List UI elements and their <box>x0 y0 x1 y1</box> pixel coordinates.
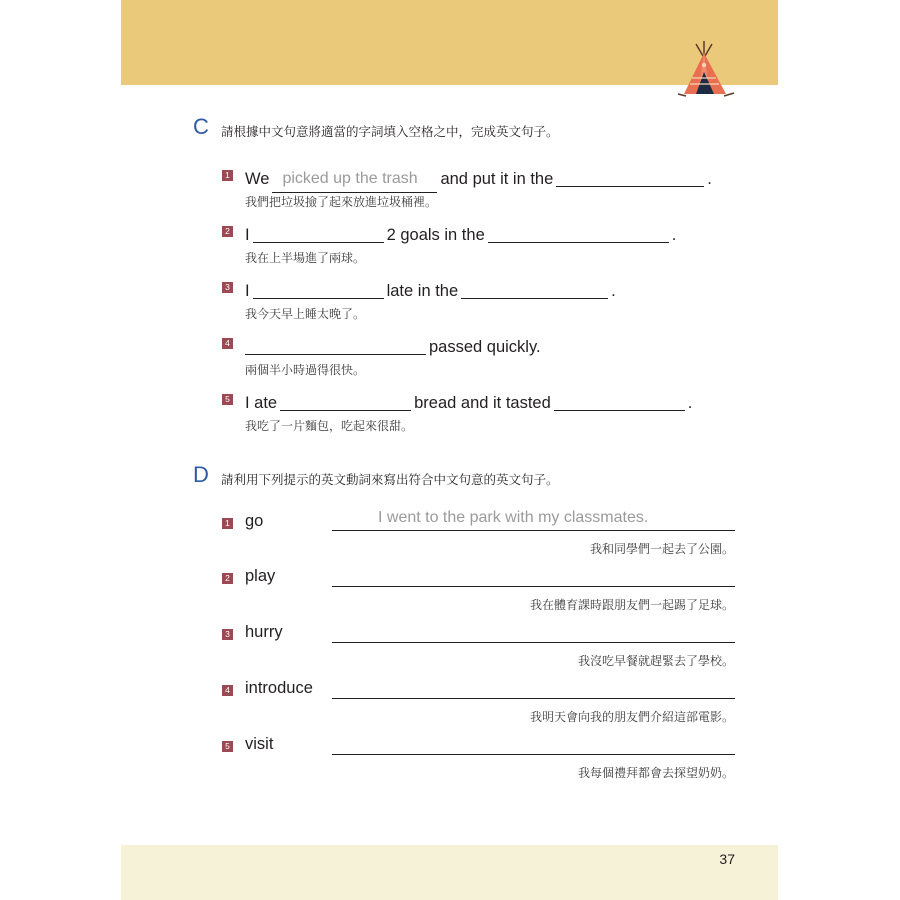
blank-field[interactable] <box>556 167 704 187</box>
item-number-badge: 2 <box>222 573 233 584</box>
sentence-end: . <box>671 226 677 244</box>
sample-answer: picked up the trash <box>282 170 418 187</box>
answer-line[interactable] <box>332 642 735 643</box>
item-number-badge: 3 <box>222 282 233 293</box>
sentence-part: late in the <box>386 282 459 300</box>
sentence-end: . <box>611 282 616 300</box>
sentence-part: I <box>245 282 250 300</box>
chinese-translation: 兩個半小時過得很快。 <box>245 363 366 377</box>
workbook-page <box>121 0 778 900</box>
blank-field[interactable] <box>245 335 426 355</box>
sentence-part: passed quickly. <box>429 338 541 356</box>
verb-prompt: go <box>245 512 264 530</box>
item-number-badge: 4 <box>222 338 233 349</box>
verb-prompt: play <box>245 567 276 585</box>
sample-answer: I went to the park with my classmates. <box>378 509 649 526</box>
teepee-icon <box>672 38 744 110</box>
answer-line[interactable] <box>332 586 735 587</box>
sentence-part: I ate <box>245 394 278 412</box>
answer-line[interactable] <box>332 698 735 699</box>
answer-line[interactable] <box>332 530 735 531</box>
fill-in-sentence <box>245 164 712 190</box>
blank-field[interactable] <box>253 279 384 299</box>
fill-in-sentence <box>245 332 541 357</box>
footer-band <box>121 845 778 900</box>
chinese-translation: 我沒吃早餐就趕緊去了學校。 <box>577 654 734 668</box>
sentence-part: I <box>245 226 250 244</box>
blank-field[interactable] <box>272 170 437 193</box>
verb-prompt: introduce <box>245 679 313 697</box>
blank-field[interactable] <box>253 223 384 243</box>
sentence-part: 2 goals in the <box>386 226 485 244</box>
sentence-part: We <box>245 170 270 188</box>
section-d-letter: D <box>193 462 209 487</box>
fill-in-sentence <box>245 388 692 413</box>
answer-line[interactable] <box>332 754 735 755</box>
section-c-letter: C <box>193 114 209 139</box>
verb-prompt: hurry <box>245 623 283 641</box>
item-number-badge: 3 <box>222 629 233 640</box>
item-number-badge: 4 <box>222 685 233 696</box>
page-number: 37 <box>719 851 735 867</box>
blank-field[interactable] <box>280 391 411 411</box>
item-number-badge: 2 <box>222 226 233 237</box>
section-c-instruction: 請根據中文句意將適當的字詞填入空格之中，完成英文句子。 <box>221 124 559 139</box>
item-number-badge: 1 <box>222 518 233 529</box>
item-number-badge: 1 <box>222 170 233 181</box>
sentence-end: . <box>687 394 693 412</box>
blank-field[interactable] <box>554 391 685 411</box>
verb-prompt: visit <box>245 735 274 753</box>
chinese-translation: 我在體育課時跟朋友們一起踢了足球。 <box>529 598 734 612</box>
sentence-end: . <box>707 170 712 188</box>
sentence-part: and put it in the <box>440 170 554 188</box>
sentence-part: bread and it tasted <box>414 394 551 412</box>
fill-in-sentence <box>245 220 676 245</box>
chinese-translation: 我明天會向我的朋友們介紹這部電影。 <box>529 710 734 724</box>
chinese-translation: 我今天早上睡太晚了。 <box>245 307 366 321</box>
item-number-badge: 5 <box>222 741 233 752</box>
chinese-translation: 我們把垃圾撿了起來放進垃圾桶裡。 <box>245 195 438 209</box>
chinese-translation: 我在上半場進了兩球。 <box>245 251 366 265</box>
item-number-badge: 5 <box>222 394 233 405</box>
chinese-translation: 我吃了一片麵包，吃起來很甜。 <box>245 419 414 433</box>
chinese-translation: 我每個禮拜都會去探望奶奶。 <box>577 766 734 780</box>
fill-in-sentence <box>245 276 616 301</box>
chinese-translation: 我和同學們一起去了公園。 <box>589 542 734 556</box>
blank-field[interactable] <box>461 279 608 299</box>
section-d-instruction: 請利用下列提示的英文動詞來寫出符合中文句意的英文句子。 <box>221 472 559 487</box>
blank-field[interactable] <box>488 223 669 243</box>
